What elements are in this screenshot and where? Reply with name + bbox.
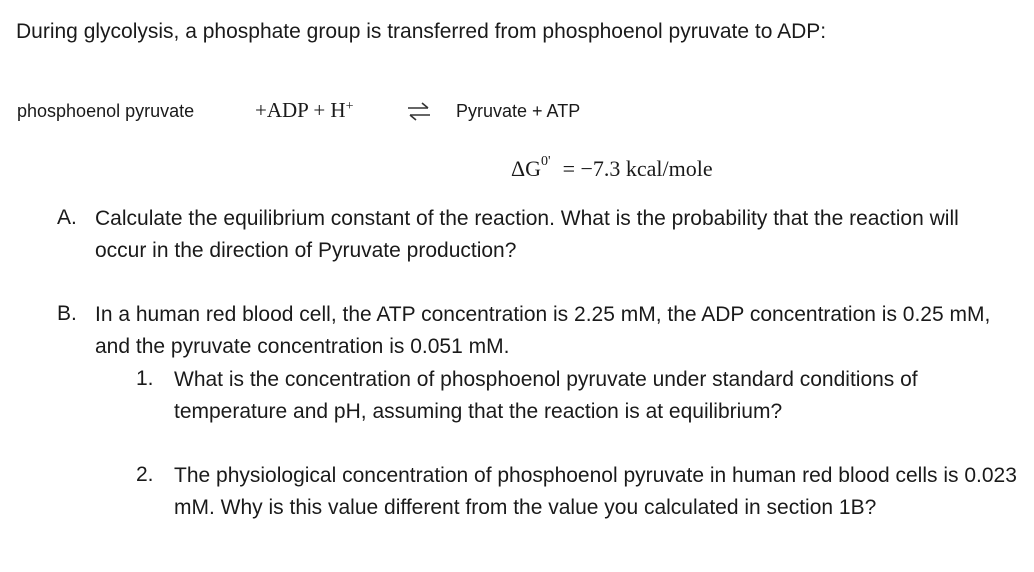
question-b1-label: 1. (136, 367, 154, 390)
question-a-label: A. (57, 206, 77, 229)
question-b1-text: What is the concentration of phosphoenol pyruvate under standard conditions of temperature and pH, assuming that the reaction is at equilibrium? (174, 368, 918, 423)
h-charge: + (345, 99, 354, 114)
adp-h-text: +ADP + H (255, 98, 346, 122)
question-a-text: Calculate the equilibrium constant of the reaction. What is the probability that the reaction will occur in the direction of Pyruvate production? (95, 207, 959, 262)
products-label: Pyruvate + ATP (456, 101, 581, 121)
question-b-label: B. (57, 302, 77, 325)
adp-term (255, 98, 354, 123)
question-b-text: In a human red blood cell, the ATP concentration is 2.25 mM, the ADP concentration is 0.25 mM, and the pyruvate concentration is 0.051 mM. (95, 303, 991, 358)
delta-g-symbol: ΔG (511, 156, 542, 181)
question-b2-label: 2. (136, 463, 154, 486)
question-b2-text: The physiological concentration of phosphoenol pyruvate in human red blood cells is 0.023 mM. Why is this value different from the value you calculated in section 1B? (174, 464, 1017, 519)
delta-g-superscript: 0' (541, 154, 551, 169)
reactant-label: phosphoenol pyruvate (17, 101, 195, 121)
delta-g-value: = −7.3 kcal/mole (562, 156, 713, 181)
delta-g-expression (511, 156, 713, 182)
equilibrium-arrow-icon (406, 100, 432, 122)
intro-text: During glycolysis, a phosphate group is transferred from phosphoenol pyruvate to ADP: (16, 20, 827, 43)
